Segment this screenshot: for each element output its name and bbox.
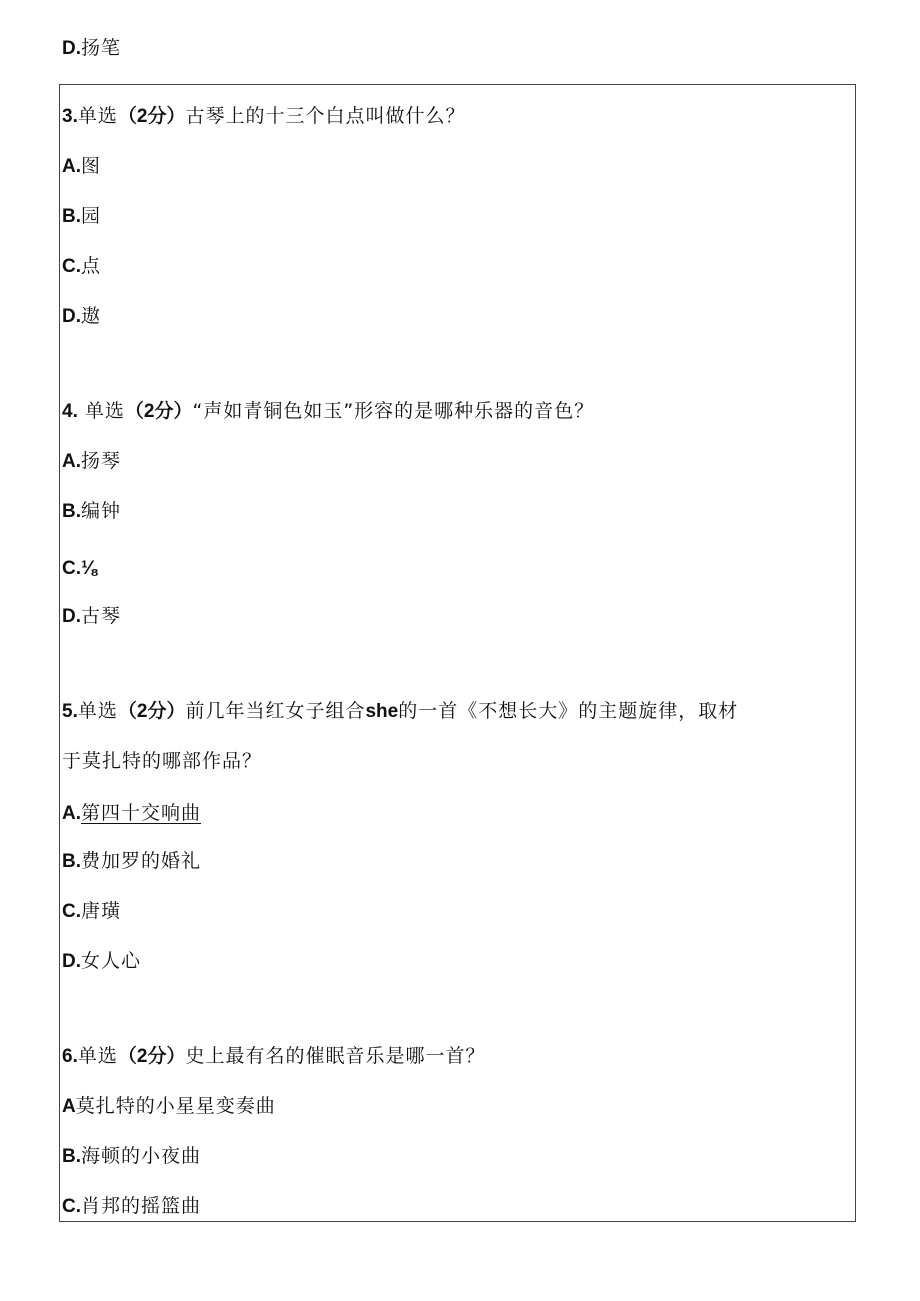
option-text: 遨 (81, 305, 102, 327)
q4-option-c[interactable] (62, 556, 97, 581)
option-text: 唐璜 (81, 900, 122, 922)
option-label: D. (62, 306, 81, 327)
option-text: 肖邦的摇篮曲 (81, 1195, 202, 1217)
question-text-bold: she (365, 701, 399, 722)
option-label: C. (62, 558, 81, 579)
option-label: D. (62, 38, 81, 59)
option-text: 古琴 (81, 605, 122, 627)
question-score: （2分） (117, 106, 186, 127)
option-text: 女人心 (81, 950, 142, 972)
option-label: B. (62, 206, 81, 227)
option-label: C. (62, 1196, 81, 1217)
question-score: （2分） (117, 701, 186, 722)
q4-option-b[interactable] (62, 499, 121, 524)
option-text: 费加罗的婚礼 (81, 850, 202, 872)
q3-option-a[interactable] (62, 154, 101, 179)
question-5-title-line2 (62, 749, 262, 773)
option-label: A. (62, 451, 81, 472)
q6-option-b[interactable] (62, 1144, 201, 1169)
q6-option-a[interactable] (62, 1094, 276, 1119)
q5-option-d[interactable] (62, 949, 141, 974)
option-text: 海顿的小夜曲 (81, 1145, 202, 1167)
option-label: C. (62, 256, 81, 277)
question-text: 古琴上的十三个白点叫做什么？ (185, 105, 466, 127)
option-label: D. (62, 951, 81, 972)
option-label: B. (62, 1146, 81, 1167)
question-text: “声如青铜色如玉”形容的是哪种乐器的音色？ (192, 400, 595, 422)
q3-option-b[interactable] (62, 204, 101, 229)
option-text: 图 (81, 155, 102, 177)
q3-option-c[interactable] (62, 254, 101, 279)
option-label: A. (62, 803, 81, 824)
q5-option-b[interactable] (62, 849, 201, 874)
option-d-prev[interactable] (62, 36, 121, 61)
question-text: 于莫扎特的哪部作品？ (62, 750, 263, 772)
question-text: 的一首《不想长大》的主题旋律，取材 (398, 700, 739, 722)
q4-option-a[interactable] (62, 449, 121, 474)
option-text: 第四十交响曲 (81, 802, 202, 824)
question-type: 单选 (84, 400, 125, 422)
option-text: 扬琴 (81, 450, 122, 472)
option-label: A. (62, 156, 81, 177)
option-text: 莫扎特的小星星变奏曲 (75, 1095, 276, 1117)
option-label: B. (62, 501, 81, 522)
q6-option-c[interactable] (62, 1194, 201, 1219)
option-text: 扬笔 (81, 37, 122, 59)
question-6-title (62, 1044, 485, 1069)
question-text: 前几年当红女子组合 (185, 700, 366, 722)
option-text: 编钟 (81, 500, 122, 522)
option-text: 点 (81, 255, 102, 277)
question-number: 5. (62, 701, 78, 722)
q5-option-c[interactable] (62, 899, 121, 924)
question-4-title (62, 399, 594, 424)
question-type: 单选 (77, 105, 118, 127)
question-type: 单选 (77, 1045, 118, 1067)
question-text: 史上最有名的催眠音乐是哪一首？ (185, 1045, 486, 1067)
option-label: D. (62, 606, 81, 627)
option-label: B. (62, 851, 81, 872)
option-label: C. (62, 901, 81, 922)
q4-option-d[interactable] (62, 604, 121, 629)
q3-option-d[interactable] (62, 304, 101, 329)
question-score: （2分） (117, 1046, 186, 1067)
question-score: （2分） (124, 401, 193, 422)
question-number: 4. (62, 401, 78, 422)
option-label: A (62, 1096, 76, 1117)
option-text: ⅛ (81, 558, 97, 579)
question-type: 单选 (77, 700, 118, 722)
question-3-title (62, 104, 465, 129)
question-5-title (62, 699, 738, 724)
question-number: 6. (62, 1046, 78, 1067)
option-text: 园 (81, 205, 102, 227)
q5-option-a[interactable] (62, 801, 201, 826)
question-number: 3. (62, 106, 78, 127)
